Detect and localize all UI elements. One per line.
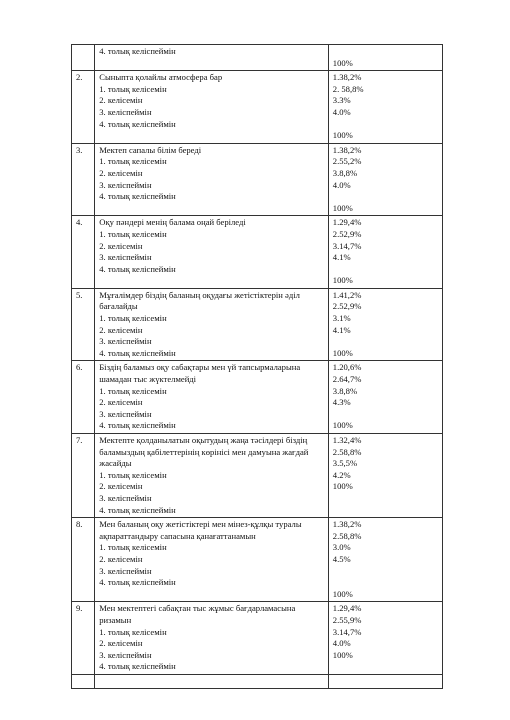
- row-number-cell: [72, 143, 95, 216]
- row-number-cell: [72, 434, 95, 518]
- answer-option: 1. толық келісемін: [99, 228, 167, 239]
- percentage-value: 1.38,2%: [332, 72, 362, 83]
- answer-option: 4. толық келіспеймін: [99, 420, 176, 431]
- question-cell: [95, 361, 329, 434]
- percentage-value: 4.0%: [332, 106, 351, 117]
- percentage-value: 100%: [332, 649, 353, 660]
- percentage-value: 4.3%: [332, 397, 351, 408]
- question-text: Сыныпта қолайлы атмосфера бар: [99, 72, 223, 83]
- answer-option: 2. келісемін: [99, 95, 143, 106]
- answer-option: 1. толық келісемін: [99, 469, 167, 480]
- question-text: Біздің баламыз оқу сабақтары мен үй тапсырмаларына шамадан тыс жүктелмейді: [99, 362, 301, 385]
- answer-option: 2. келісемін: [99, 638, 143, 649]
- question-cell: [95, 674, 329, 689]
- answer-option: 4. толық келіспеймін: [99, 661, 176, 672]
- percentage-value: 3.3%: [332, 95, 351, 106]
- answer-option: 4. толық келіспеймін: [99, 263, 176, 274]
- question-cell: [95, 45, 329, 71]
- percentage-value: [333, 566, 438, 578]
- row-number-cell: [72, 602, 95, 675]
- percentage-value: 2.55,2%: [332, 156, 362, 167]
- row-number: 4.: [76, 217, 83, 228]
- percentage-value: [333, 264, 438, 276]
- percentage-value: 2.64,7%: [332, 374, 362, 385]
- answer-option: 1. толық келісемін: [99, 626, 167, 637]
- value-cell: [328, 602, 442, 675]
- percentage-value: [333, 577, 438, 589]
- percentage-value: [333, 119, 438, 131]
- answer-option: 2. келісемін: [99, 324, 143, 335]
- row-number: 6.: [76, 362, 83, 373]
- percentage-value: 2.58,8%: [332, 446, 362, 457]
- answer-option: 2. келісемін: [99, 240, 143, 251]
- percentage-value: 100%: [332, 420, 353, 431]
- answer-option: 1. толық келісемін: [99, 156, 167, 167]
- answer-option: 1. толық келісемін: [99, 83, 167, 94]
- value-cell: [328, 143, 442, 216]
- question-text: Мен мектептегі сабақтан тыс жұмыс бағдарламасына ризамын: [99, 603, 296, 625]
- percentage-value: 2.58,8%: [332, 530, 362, 541]
- percentage-value: [333, 191, 438, 203]
- percentage-value: 4.0%: [332, 179, 351, 190]
- question-text: Мұғалімдер біздің баланың оқудағы жетістіктерін әділ бағалайды: [99, 289, 300, 312]
- answer-option: 3. келіспеймін: [99, 252, 152, 263]
- answer-option: 3. келіспеймін: [99, 106, 152, 117]
- question-cell: [95, 434, 329, 518]
- table-row: [72, 518, 443, 602]
- percentage-value: 1.29,4%: [332, 217, 362, 228]
- row-number-cell: [72, 674, 95, 689]
- answer-option: 2. келісемін: [99, 397, 143, 408]
- percentage-value: 100%: [332, 57, 353, 68]
- answer-option: 1. толық келісемін: [99, 542, 167, 553]
- percentage-value: 3.1%: [332, 313, 351, 324]
- row-number-cell: [72, 361, 95, 434]
- percentage-value: [333, 409, 438, 421]
- question-cell: [95, 216, 329, 289]
- row-number-cell: [72, 518, 95, 602]
- row-number: 2.: [76, 72, 83, 83]
- table-row: [72, 216, 443, 289]
- percentage-value: 100%: [332, 202, 353, 213]
- answer-option: 3. келіспеймін: [99, 492, 152, 503]
- row-number: 9.: [76, 603, 83, 614]
- answer-option: 2. келісемін: [99, 167, 143, 178]
- percentage-value: 3.14,7%: [332, 626, 362, 637]
- row-number: 3.: [76, 144, 83, 155]
- percentage-value: 3.14,7%: [332, 240, 362, 251]
- answer-option: 2. келісемін: [99, 481, 143, 492]
- percentage-value: 1.38,2%: [332, 519, 362, 530]
- answer-option: 1. толық келісемін: [99, 313, 167, 324]
- table-row: [72, 143, 443, 216]
- percentage-value: 1.20,6%: [332, 362, 362, 373]
- percentage-value: 100%: [332, 588, 353, 599]
- value-cell: [328, 288, 442, 361]
- answer-option: 3. келіспеймін: [99, 408, 152, 419]
- row-number: 5.: [76, 289, 83, 300]
- percentage-value: 3.0%: [332, 542, 351, 553]
- percentage-value: 1.41,2%: [332, 289, 362, 300]
- table-row: [72, 602, 443, 675]
- value-cell: [328, 361, 442, 434]
- value-cell: [328, 434, 442, 518]
- percentage-value: 1.32,4%: [332, 435, 362, 445]
- row-number-cell: [72, 216, 95, 289]
- table-body: [72, 45, 443, 689]
- question-cell: [95, 602, 329, 675]
- value-cell: [328, 216, 442, 289]
- question-cell: [95, 71, 329, 144]
- percentage-value: 1.29,4%: [332, 603, 362, 614]
- answer-option: 2. келісемін: [99, 553, 143, 564]
- value-cell: [328, 71, 442, 144]
- answer-option: 4. толық келіспеймін: [99, 504, 176, 515]
- percentage-value: [333, 676, 438, 688]
- table-row: [72, 71, 443, 144]
- row-number-cell: [72, 71, 95, 144]
- answer-option: 4. толық келіспеймін: [99, 118, 176, 129]
- percentage-value: 2. 58,8%: [332, 83, 364, 94]
- answer-option: 1. толық келісемін: [99, 385, 167, 396]
- answer-option: 3. келіспеймін: [99, 179, 152, 190]
- value-cell: [328, 45, 442, 71]
- row-number-cell: [72, 45, 95, 71]
- percentage-value: 100%: [332, 130, 353, 141]
- percentage-value: 2.55,9%: [332, 614, 362, 625]
- percentage-value: 3.8,8%: [332, 385, 358, 396]
- row-number: 8.: [76, 519, 83, 530]
- answer-option: 3. келіспеймін: [99, 565, 152, 576]
- percentage-value: [333, 336, 438, 348]
- question-text: Мектеп сапалы білім береді: [99, 144, 202, 155]
- percentage-value: 3.8,8%: [332, 167, 358, 178]
- question-text: 4. толық келіспеймін: [99, 46, 176, 56]
- percentage-value: 100%: [332, 481, 353, 492]
- table-row: [72, 288, 443, 361]
- percentage-value: 4.5%: [332, 553, 351, 564]
- row-number-cell: [72, 288, 95, 361]
- table-row: [72, 434, 443, 518]
- answer-option: 3. келіспеймін: [99, 336, 152, 347]
- percentage-value: 3.5,5%: [332, 458, 358, 469]
- question-cell: [95, 143, 329, 216]
- question-text: Оқу пәндері менің балама оңай беріледі: [99, 217, 246, 228]
- table-row: [72, 674, 443, 689]
- percentage-value: 4.0%: [332, 638, 351, 649]
- answer-option: 3. келіспеймін: [99, 649, 152, 660]
- value-cell: [328, 674, 442, 689]
- percentage-value: [333, 46, 438, 58]
- table-row: [72, 361, 443, 434]
- value-cell: [328, 518, 442, 602]
- percentage-value: 100%: [332, 275, 353, 286]
- answer-option: 4. толық келіспеймін: [99, 347, 176, 358]
- percentage-value: 4.1%: [332, 324, 351, 335]
- survey-results-table: [71, 44, 443, 689]
- percentage-value: 4.2%: [332, 469, 351, 480]
- table-row: [72, 45, 443, 71]
- question-cell: [95, 518, 329, 602]
- answer-option: 4. толық келіспеймін: [99, 577, 176, 588]
- percentage-value: 2.52,9%: [332, 228, 362, 239]
- question-text: [99, 676, 324, 688]
- row-number: 7.: [76, 435, 83, 445]
- percentage-value: 2.52,9%: [332, 301, 362, 312]
- percentage-value: 1.38,2%: [332, 144, 362, 155]
- question-text: Мектепте қолданылатын оқытудың жаңа тәсілдері біздің баламыздың қабілеттерінің көрінісі мен дамуына жағдай жасайды: [99, 435, 309, 469]
- percentage-value: 100%: [332, 347, 353, 358]
- question-cell: [95, 288, 329, 361]
- answer-option: 4. толық келіспеймін: [99, 191, 176, 202]
- question-text: Мен баланың оқу жетістіктері мен мінез-құлқы туралы ақпараттандыру сапасына қанағаттанамын: [99, 519, 302, 541]
- percentage-value: 4.1%: [332, 252, 351, 263]
